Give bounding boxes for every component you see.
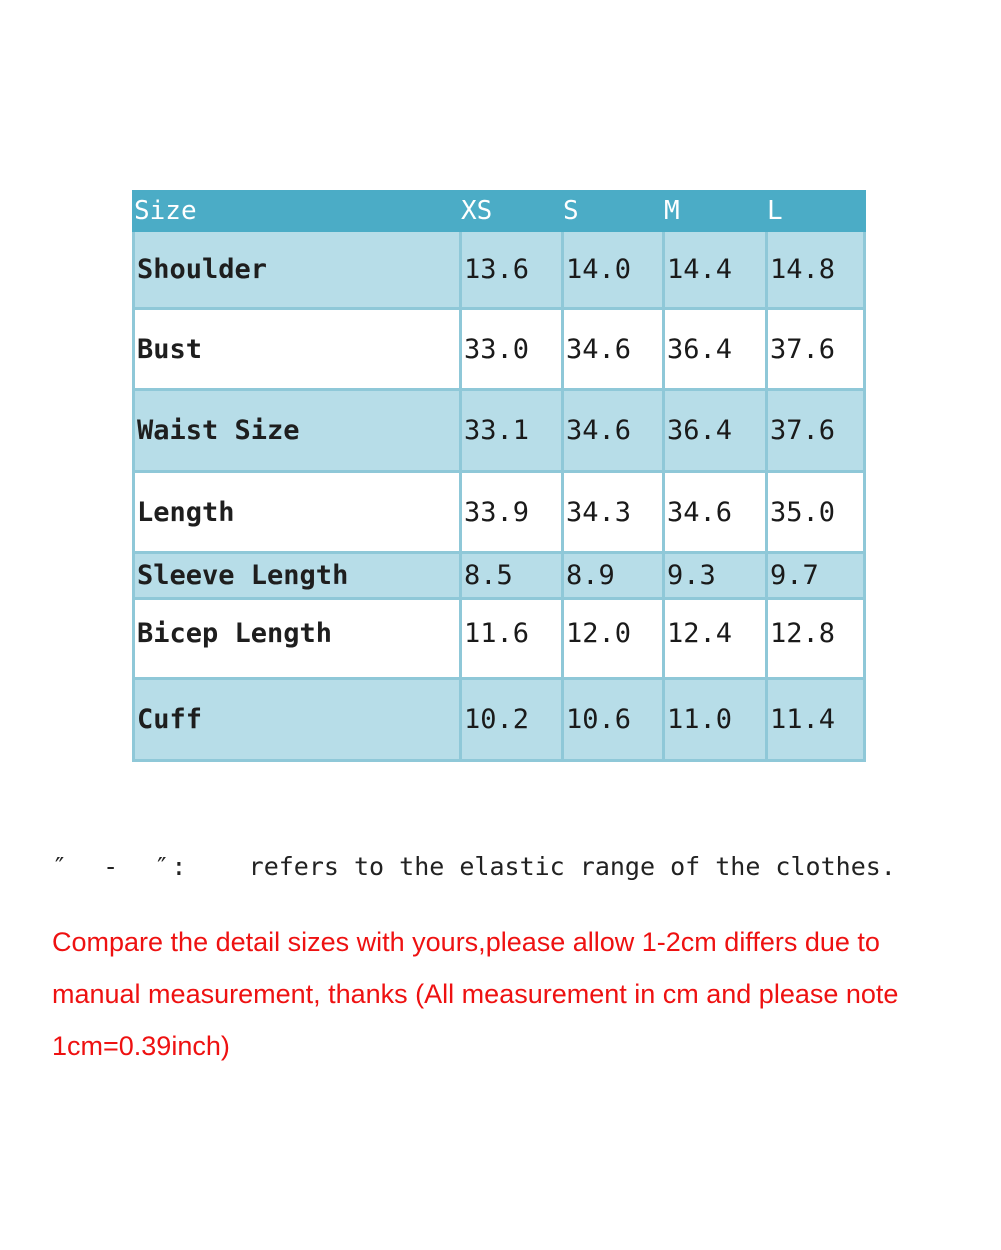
table-cell: 12.8 [765,600,866,680]
table-cell: 36.4 [662,310,765,391]
table-row [132,310,866,391]
table-cell: 14.8 [765,232,866,310]
header-cell-l: L [765,190,866,232]
table-cell: 8.9 [561,554,662,600]
table-cell: 33.0 [459,310,561,391]
table-cell: 14.0 [561,232,662,310]
table-cell: 8.5 [459,554,561,600]
table-cell: 35.0 [765,473,866,554]
elastic-range-note [52,852,896,881]
elastic-range-text: refers to the elastic range of the clothes. [248,852,896,881]
table-cell: 13.6 [459,232,561,310]
table-cell: 12.4 [662,600,765,680]
table-row [132,232,866,310]
row-label-cuff: Cuff [132,680,459,762]
header-cell-size: Size [132,190,459,232]
size-chart-table [132,190,866,762]
table-cell: 33.1 [459,391,561,473]
elastic-range-symbols: ″ - ″: [52,852,189,881]
table-row [132,391,866,473]
row-label-bust: Bust [132,310,459,391]
row-label-shoulder: Shoulder [132,232,459,310]
table-row [132,600,866,680]
table-row [132,680,866,762]
header-cell-s: S [561,190,662,232]
table-cell: 37.6 [765,310,866,391]
header-cell-m: M [662,190,765,232]
row-label-sleeve-length: Sleeve Length [132,554,459,600]
table-header-row [132,190,866,232]
row-label-waist-size: Waist Size [132,391,459,473]
table-cell: 34.6 [561,391,662,473]
table-cell: 37.6 [765,391,866,473]
table-cell: 11.0 [662,680,765,762]
table-cell: 36.4 [662,391,765,473]
header-cell-xs: XS [459,190,561,232]
row-label-length: Length [132,473,459,554]
table-cell: 9.3 [662,554,765,600]
table-cell: 33.9 [459,473,561,554]
table-cell: 34.3 [561,473,662,554]
table-row [132,473,866,554]
table-row [132,554,866,600]
table-cell: 9.7 [765,554,866,600]
row-label-bicep-length: Bicep Length [132,600,459,680]
table-cell: 12.0 [561,600,662,680]
table-cell: 11.4 [765,680,866,762]
table-cell: 34.6 [561,310,662,391]
table-cell: 10.2 [459,680,561,762]
measurement-disclaimer: Compare the detail sizes with yours,please allow 1-2cm differs due to manual measurement, thanks (All measurement in cm and please note 1cm=0.39inch) [52,927,899,1061]
table-cell: 34.6 [662,473,765,554]
table-cell: 11.6 [459,600,561,680]
table-cell: 10.6 [561,680,662,762]
table-cell: 14.4 [662,232,765,310]
